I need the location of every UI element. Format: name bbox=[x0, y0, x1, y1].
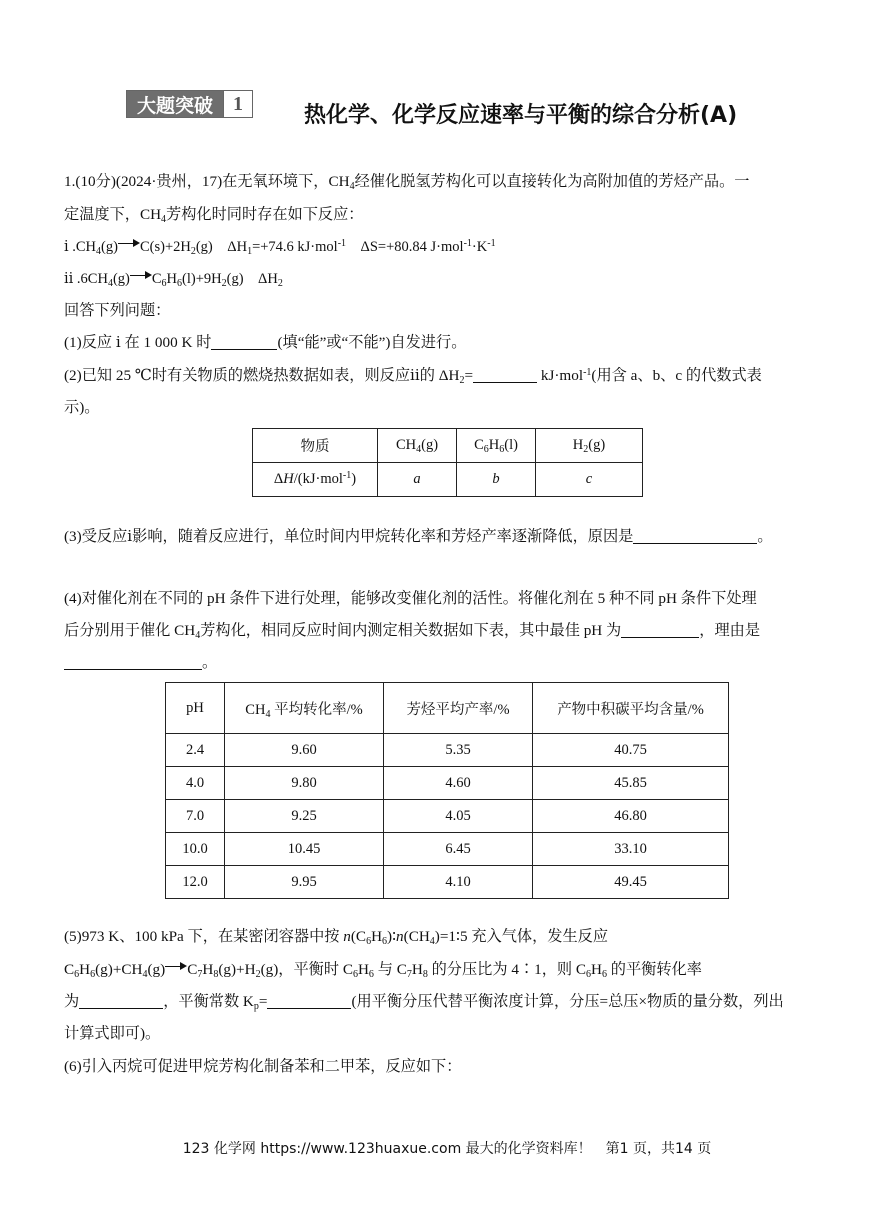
table-header-cell: 产物中积碳平均含量/% bbox=[533, 683, 729, 734]
section-badge bbox=[126, 90, 253, 118]
reaction-arrow-icon bbox=[130, 271, 152, 281]
table-cell: $H_2(g)$ bbox=[536, 429, 643, 463]
table-cell: 10.0 bbox=[166, 833, 225, 866]
table-cell: 45.85 bbox=[533, 767, 729, 800]
question-4-line-3: 。 bbox=[64, 653, 217, 673]
answer-blank-3[interactable] bbox=[633, 527, 757, 544]
prompt-text: 回答下列问题： bbox=[64, 302, 171, 319]
badge-number: 1 bbox=[223, 91, 252, 117]
question-3: (3)受反应ⅰ影响，随着反应进行，单位时间内甲烷转化率和芳烃产率逐渐降低，原因是 。 bbox=[64, 528, 773, 545]
table-row bbox=[253, 463, 643, 497]
answer-blank-2[interactable] bbox=[473, 366, 537, 383]
table-header-row bbox=[166, 683, 729, 734]
table-cell: 物质 bbox=[253, 429, 378, 463]
question-2: (2)已知 25 ℃时有关物质的燃烧热数据如表，则反应ⅱ的 $\Delta H_2= kJ\cdot mol^{-1}$(用含 a、b、c 的代数式表 bbox=[64, 367, 762, 386]
answer-blank-5b[interactable] bbox=[267, 992, 351, 1009]
page-title: 热化学、化学反应速率与平衡的综合分析(A) bbox=[304, 103, 738, 128]
table-cell: 6.45 bbox=[384, 833, 533, 866]
table-cell: c bbox=[536, 463, 643, 497]
page-footer: 123 化学网 https://www.123huaxue.com 最大的化学资料库！ 第1 页，共14 页 bbox=[182, 1141, 712, 1157]
table-header-row bbox=[253, 429, 643, 463]
table-cell: ΔH/(kJ·mol$^{-1}$) bbox=[253, 463, 378, 497]
table-cell: 49.45 bbox=[533, 866, 729, 899]
table-cell: 46.80 bbox=[533, 800, 729, 833]
table-cell: $C_6H_6(l)$ bbox=[457, 429, 536, 463]
question-5-line-2: $C_6H_6(g)+CH_4(g)$ $C_7H_8(g)+H_2(g)$，平衡时 $C_6H_6$ 与 $C_7H_8$ 的分压比为 4∶1，则 $C_6H_6$ 的平衡转化率 bbox=[64, 961, 702, 980]
reaction-i: ⅰ $.CH_4(g)$ $C(s)+2H_2(g)$ $\Delta H_1=+74.6$ kJ·mol$^{-1}$ ΔS=+80.84 $J\cdot mol^{-1}\cdot K^{-1}$ bbox=[64, 238, 496, 257]
table-row bbox=[166, 866, 729, 899]
table-row bbox=[166, 767, 729, 800]
table-row bbox=[166, 800, 729, 833]
ph-data-table bbox=[165, 682, 729, 899]
table-cell: 4.10 bbox=[384, 866, 533, 899]
table-cell: 4.05 bbox=[384, 800, 533, 833]
table-header-cell: $CH_4$ 平均转化率/% bbox=[225, 683, 384, 734]
question-1: (1)反应 ⅰ 在 1 000 K 时 (填“能”或“不能”)自发进行。 bbox=[64, 334, 467, 351]
table-row bbox=[166, 833, 729, 866]
table-cell: 2.4 bbox=[166, 734, 225, 767]
table-cell: 40.75 bbox=[533, 734, 729, 767]
question-5-line-1: (5)973 K、100 kPa 下，在某密闭容器中按 $n(C_6H_6)∶n(CH_4)=1∶5$ 充入气体，发生反应 bbox=[64, 928, 609, 947]
reaction-arrow-icon bbox=[118, 239, 140, 249]
table-row bbox=[166, 734, 729, 767]
table-cell: 5.35 bbox=[384, 734, 533, 767]
table-cell: 9.60 bbox=[225, 734, 384, 767]
table-header-cell: pH bbox=[166, 683, 225, 734]
badge-label: 大题突破 bbox=[127, 91, 223, 117]
table-cell: 10.45 bbox=[225, 833, 384, 866]
table-cell: $CH_4(g)$ bbox=[378, 429, 457, 463]
answer-blank-4b[interactable] bbox=[64, 653, 202, 670]
answer-blank-4a[interactable] bbox=[621, 621, 699, 638]
table-cell: 4.60 bbox=[384, 767, 533, 800]
table-cell: 4.0 bbox=[166, 767, 225, 800]
table-cell: b bbox=[457, 463, 536, 497]
question-2-cont: 示)。 bbox=[64, 399, 100, 416]
question-6: (6)引入丙烷可促进甲烷芳构化制备苯和二甲苯，反应如下： bbox=[64, 1058, 462, 1075]
answer-blank-1[interactable] bbox=[211, 333, 277, 350]
question-5-line-4: 计算式即可)。 bbox=[64, 1025, 161, 1042]
question-4-line-2: 后分别用于催化 $CH_4$芳构化，相同反应时间内测定相关数据如下表，其中最佳 pH 为 ，理由是 bbox=[64, 622, 760, 641]
answer-blank-5a[interactable] bbox=[79, 992, 163, 1009]
table-cell: 12.0 bbox=[166, 866, 225, 899]
question-4-line-1: (4)对催化剂在不同的 pH 条件下进行处理，能够改变催化剂的活性。将催化剂在 5 种不同 pH 条件下处理 bbox=[64, 590, 757, 607]
table-cell: 9.95 bbox=[225, 866, 384, 899]
reaction-arrow-icon bbox=[165, 962, 187, 972]
question-5-line-3: 为 ，平衡常数 $K_p=$ (用平衡分压代替平衡浓度计算，分压=总压×物质的量分数，列出 bbox=[64, 993, 784, 1012]
table-header-cell: 芳烃平均产率/% bbox=[384, 683, 533, 734]
table-cell: a bbox=[378, 463, 457, 497]
question-intro-line-1: 1.(10分)(2024·贵州，17)在无氧环境下，$CH_4$经催化脱氢芳构化可以直接转化为高附加值的芳烃产品。一 bbox=[64, 173, 750, 192]
table-cell: 7.0 bbox=[166, 800, 225, 833]
combustion-heat-table bbox=[252, 428, 643, 497]
table-cell: 33.10 bbox=[533, 833, 729, 866]
question-intro-line-2: 定温度下，$CH_4$芳构化时同时存在如下反应： bbox=[64, 206, 364, 225]
table-cell: 9.80 bbox=[225, 767, 384, 800]
reaction-ii: ⅱ $.6CH_4(g)$ $C_6H_6(l)+9H_2(g)$ $\Delta H_2$ bbox=[64, 271, 283, 289]
table-cell: 9.25 bbox=[225, 800, 384, 833]
